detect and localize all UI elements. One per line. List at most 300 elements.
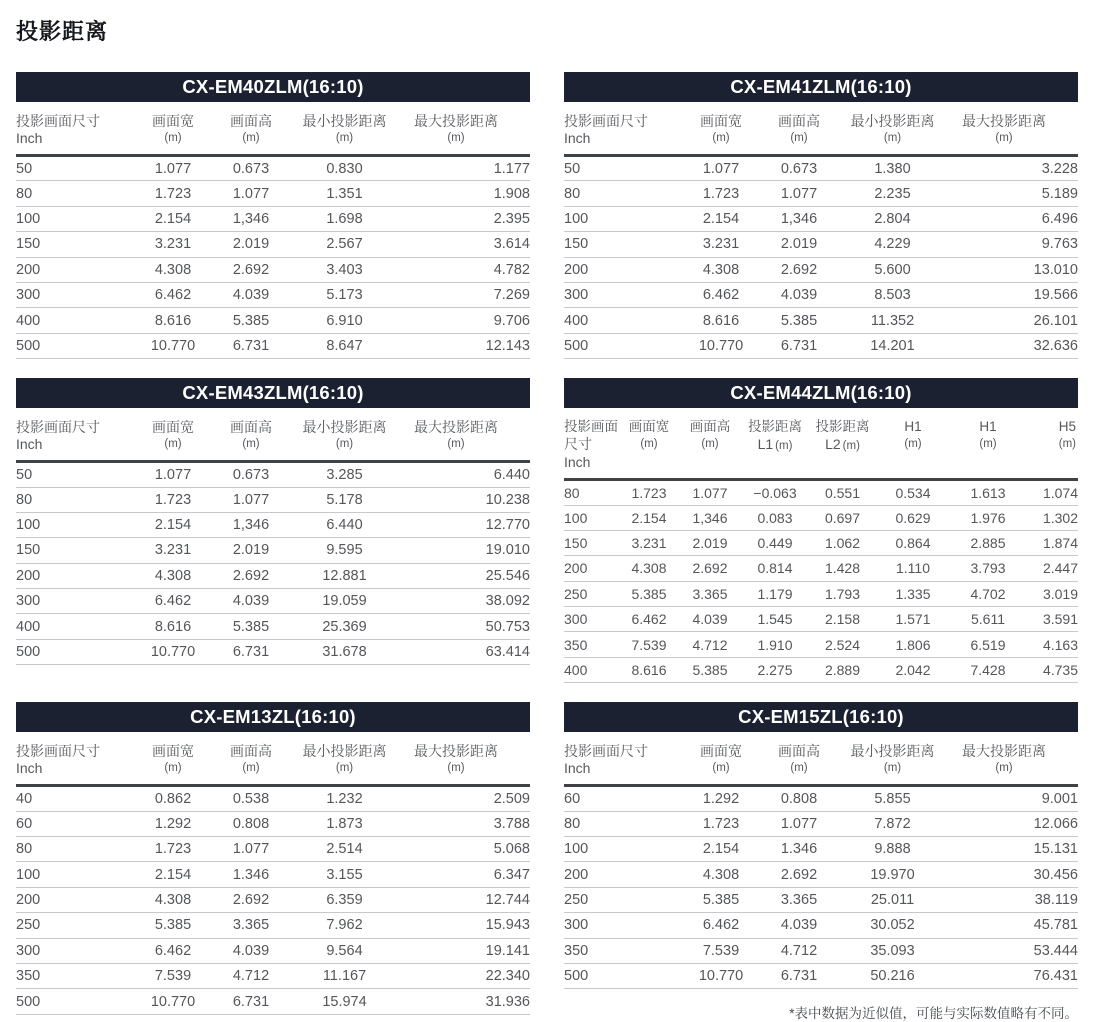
column-header: 投影画面尺寸 Inch (16, 113, 100, 146)
table-cell: 1,346 (210, 512, 292, 537)
table-cell: 12.770 (397, 512, 530, 537)
table-cell: 13.010 (945, 257, 1078, 282)
table-row (16, 181, 530, 206)
table-body (564, 786, 1078, 989)
table-cell: 31.678 (292, 639, 397, 664)
table-cell: 4.782 (397, 257, 530, 282)
header-row (564, 102, 1078, 156)
table-cell: 6.462 (620, 607, 678, 632)
table-cell: 1,346 (210, 206, 292, 231)
table-cell: 1.723 (684, 181, 758, 206)
table-cell: 100 (564, 206, 684, 231)
table-cell: 1.723 (684, 811, 758, 836)
table-cell: 2.889 (808, 657, 877, 682)
column-header: H1 (m) (979, 419, 997, 451)
table-cell: 4.735 (1027, 657, 1078, 682)
table-cell: 2.154 (620, 505, 678, 530)
table-cell: 1.302 (1027, 505, 1078, 530)
table-row (16, 811, 530, 836)
table-section-cx-em44zlm (564, 378, 1078, 683)
table-title-bar (16, 72, 530, 102)
table-cell: 1.077 (210, 181, 292, 206)
table-row (564, 480, 1078, 505)
table-cell: 31.936 (397, 989, 530, 1014)
table-row (16, 589, 530, 614)
table-cell: 80 (564, 480, 620, 505)
table-section-cx-em43zlm (16, 378, 530, 665)
table-cell: 0.629 (877, 505, 949, 530)
column-header: 画面宽 (m) (152, 419, 194, 451)
table-cell: 15.943 (397, 913, 530, 938)
table-cell: 1.723 (136, 837, 210, 862)
table-cell: 50 (16, 156, 136, 181)
table-cell: 0.814 (742, 556, 808, 581)
column-header: 画面宽 (m) (628, 419, 670, 451)
table-cell: 19.566 (945, 282, 1078, 307)
table-cell: 1.571 (877, 607, 949, 632)
table-cell: 2.509 (397, 786, 530, 811)
column-header: 最小投影距离 (m) (850, 113, 935, 144)
table-cell: 400 (564, 308, 684, 333)
column-header: 最小投影距离 (m) (302, 113, 387, 144)
table-cell: 1.077 (136, 462, 210, 487)
table-cell: 32.636 (945, 333, 1078, 358)
table-cell: 350 (16, 963, 136, 988)
tables-grid (16, 72, 1078, 1022)
projection-distance-table (564, 408, 1078, 683)
approximation-footnote: *表中数据为近似值，可能与实际数值略有不同。 (789, 1006, 1078, 1022)
header-row (16, 732, 530, 786)
table-cell: 5.385 (684, 887, 758, 912)
table-cell: 6.462 (684, 282, 758, 307)
table-cell: 4.308 (136, 887, 210, 912)
table-cell: 1.077 (758, 811, 840, 836)
table-cell: 5.385 (758, 308, 840, 333)
table-cell: 1.074 (1027, 480, 1078, 505)
table-cell: 1.292 (684, 786, 758, 811)
table-cell: 53.444 (945, 938, 1078, 963)
table-cell: 80 (16, 837, 136, 862)
table-cell: 6.731 (210, 989, 292, 1014)
table-cell: 1.793 (808, 581, 877, 606)
table-title-bar (16, 378, 530, 408)
table-cell: 10.770 (136, 333, 210, 358)
table-cell: 200 (16, 887, 136, 912)
table-cell: 0.673 (758, 156, 840, 181)
table-title-bar (16, 702, 530, 732)
table-cell: 2.019 (210, 232, 292, 257)
table-cell: 19.059 (292, 589, 397, 614)
table-cell: 0.551 (808, 480, 877, 505)
table-row (564, 862, 1078, 887)
table-cell: 3.285 (292, 462, 397, 487)
table-row (16, 538, 530, 563)
table-cell: 9.595 (292, 538, 397, 563)
table-cell: 8.647 (292, 333, 397, 358)
column-header: 画面高 (m) (778, 743, 820, 775)
column-header: 投影距离 L1 (m) (748, 419, 802, 453)
table-cell: 22.340 (397, 963, 530, 988)
page-title: 投影距离 (16, 19, 109, 44)
column-header: 画面高 (m) (689, 419, 731, 451)
table-title-bar (564, 72, 1078, 102)
table-row (564, 232, 1078, 257)
table-cell: 1.062 (808, 530, 877, 555)
table-row (16, 333, 530, 358)
table-cell: 80 (16, 181, 136, 206)
table-cell: 4.039 (210, 938, 292, 963)
table-cell: 1.077 (758, 181, 840, 206)
table-title: CX-EM44ZLM(16:10) (730, 382, 912, 404)
table-cell: 1.077 (678, 480, 742, 505)
table-cell: 3.231 (620, 530, 678, 555)
column-header: H1 (m) (904, 419, 922, 451)
table-cell: 6.462 (684, 913, 758, 938)
table-cell: 50 (564, 156, 684, 181)
table-cell: 2.019 (210, 538, 292, 563)
table-cell: 300 (564, 607, 620, 632)
table-cell: 1.873 (292, 811, 397, 836)
header-row (564, 732, 1078, 786)
table-cell: 60 (16, 811, 136, 836)
table-cell: 5.385 (620, 581, 678, 606)
table-row (564, 963, 1078, 988)
table-cell: 25.011 (840, 887, 945, 912)
column-header: 画面高 (m) (230, 113, 272, 144)
table-row (16, 938, 530, 963)
table-cell: 0.449 (742, 530, 808, 555)
table-cell: 4.039 (210, 589, 292, 614)
table-cell: 6.440 (292, 512, 397, 537)
table-header (16, 732, 530, 786)
table-cell: 0.862 (136, 786, 210, 811)
table-cell: 2.019 (678, 530, 742, 555)
table-row (564, 333, 1078, 358)
table-cell: 50.753 (397, 614, 530, 639)
column-header: 投影画面尺寸 Inch (564, 743, 648, 777)
table-section-cx-em40zlm (16, 72, 530, 359)
table-row (564, 308, 1078, 333)
table-cell: 200 (564, 257, 684, 282)
table-cell: 10.238 (397, 487, 530, 512)
table-cell: 5.385 (678, 657, 742, 682)
table-row (16, 862, 530, 887)
table-cell: 250 (564, 581, 620, 606)
table-title-bar (564, 378, 1078, 408)
table-cell: 6.347 (397, 862, 530, 887)
table-cell: 500 (564, 963, 684, 988)
table-cell: 11.167 (292, 963, 397, 988)
table-cell: 4.229 (840, 232, 945, 257)
table-row (564, 257, 1078, 282)
table-row (16, 639, 530, 664)
table-cell: 0.697 (808, 505, 877, 530)
table-cell: 150 (564, 530, 620, 555)
table-cell: 6.731 (210, 639, 292, 664)
table-cell: 1.077 (210, 837, 292, 862)
table-cell: 7.962 (292, 913, 397, 938)
column-header: 投影画面尺寸 Inch (16, 743, 100, 777)
table-cell: 6.462 (136, 589, 210, 614)
table-row (16, 308, 530, 333)
table-cell: 1.179 (742, 581, 808, 606)
column-header: 最大投影距离 (m) (414, 743, 498, 775)
table-cell: 38.092 (397, 589, 530, 614)
table-cell: 250 (16, 913, 136, 938)
table-row (564, 811, 1078, 836)
table-cell: 200 (564, 862, 684, 887)
table-cell: 2.524 (808, 632, 877, 657)
table-cell: 4.702 (949, 581, 1027, 606)
table-cell: 2.395 (397, 206, 530, 231)
table-cell: 19.141 (397, 938, 530, 963)
table-cell: 1.232 (292, 786, 397, 811)
projection-distance-table (16, 102, 530, 359)
table-cell: 80 (564, 811, 684, 836)
column-header: 画面宽 (m) (700, 113, 742, 144)
column-header: 最小投影距离 (m) (302, 743, 387, 775)
table-cell: 12.143 (397, 333, 530, 358)
column-header: 画面宽 (m) (152, 743, 194, 775)
table-cell: 2.042 (877, 657, 949, 682)
table-cell: 12.881 (292, 563, 397, 588)
column-header: 画面高 (m) (778, 113, 820, 144)
table-cell: 7.269 (397, 282, 530, 307)
table-body (16, 156, 530, 359)
column-header: 最大投影距离 (m) (962, 743, 1046, 775)
table-title: CX-EM15ZL(16:10) (738, 706, 904, 728)
table-cell: 19.970 (840, 862, 945, 887)
table-cell: 3.591 (1027, 607, 1078, 632)
table-cell: 1.346 (210, 862, 292, 887)
table-row (564, 282, 1078, 307)
table-cell: 2.692 (210, 887, 292, 912)
table-cell: 0.808 (210, 811, 292, 836)
table-cell: 38.119 (945, 887, 1078, 912)
table-row (16, 614, 530, 639)
table-cell: 2.692 (210, 563, 292, 588)
table-row (564, 505, 1078, 530)
table-cell: 3.155 (292, 862, 397, 887)
table-header (564, 408, 1078, 480)
table-row (16, 887, 530, 912)
table-cell: 4.039 (758, 913, 840, 938)
table-cell: 1.077 (210, 487, 292, 512)
table-cell: 60 (564, 786, 684, 811)
table-row (16, 156, 530, 181)
table-cell: 1.698 (292, 206, 397, 231)
table-cell: 76.431 (945, 963, 1078, 988)
table-cell: 3.365 (758, 887, 840, 912)
column-header: 最小投影距离 (m) (302, 419, 387, 451)
table-cell: 2.692 (758, 257, 840, 282)
table-cell: 100 (16, 512, 136, 537)
table-cell: 5.189 (945, 181, 1078, 206)
table-cell: 3.365 (210, 913, 292, 938)
table-cell: 4.308 (684, 862, 758, 887)
table-row (16, 963, 530, 988)
table-row (564, 938, 1078, 963)
projection-distance-table (564, 732, 1078, 989)
table-cell: 5.855 (840, 786, 945, 811)
table-cell: 7.539 (620, 632, 678, 657)
table-cell: 12.744 (397, 887, 530, 912)
table-cell: 0.673 (210, 156, 292, 181)
table-cell: 7.428 (949, 657, 1027, 682)
table-cell: 2.158 (808, 607, 877, 632)
table-cell: 2.514 (292, 837, 397, 862)
table-cell: 6.359 (292, 887, 397, 912)
table-cell: 4.308 (136, 257, 210, 282)
table-cell: 10.770 (136, 639, 210, 664)
table-cell: 500 (16, 989, 136, 1014)
table-row (16, 989, 530, 1014)
table-cell: 3.231 (136, 538, 210, 563)
table-cell: 400 (16, 614, 136, 639)
table-cell: 1.613 (949, 480, 1027, 505)
table-cell: 10.770 (684, 963, 758, 988)
table-row (564, 581, 1078, 606)
table-cell: 0.083 (742, 505, 808, 530)
table-cell: 2.692 (210, 257, 292, 282)
table-cell: 3.228 (945, 156, 1078, 181)
table-cell: 5.173 (292, 282, 397, 307)
table-cell: 7.539 (136, 963, 210, 988)
table-cell: 3.793 (949, 556, 1027, 581)
table-cell: 350 (564, 632, 620, 657)
table-cell: 25.369 (292, 614, 397, 639)
table-title-bar (564, 702, 1078, 732)
table-cell: 150 (564, 232, 684, 257)
table-header (564, 102, 1078, 156)
column-header: 最大投影距离 (m) (414, 419, 498, 451)
projection-distance-table (16, 732, 530, 1015)
table-cell: 1.351 (292, 181, 397, 206)
column-header: 最大投影距离 (m) (414, 113, 498, 144)
table-cell: 1.077 (684, 156, 758, 181)
table-cell: 1.428 (808, 556, 877, 581)
table-cell: 63.414 (397, 639, 530, 664)
table-row (564, 657, 1078, 682)
column-header: 最小投影距离 (m) (850, 743, 935, 775)
table-cell: 3.403 (292, 257, 397, 282)
table-cell: 2.154 (684, 837, 758, 862)
table-cell: 1.910 (742, 632, 808, 657)
table-cell: 80 (16, 487, 136, 512)
table-cell: 50.216 (840, 963, 945, 988)
table-cell: 19.010 (397, 538, 530, 563)
header-row (16, 408, 530, 462)
table-cell: 350 (564, 938, 684, 963)
table-cell: 400 (16, 308, 136, 333)
table-cell: 15.974 (292, 989, 397, 1014)
table-title: CX-EM41ZLM(16:10) (730, 76, 912, 97)
table-cell: 2.885 (949, 530, 1027, 555)
table-cell: 2.154 (684, 206, 758, 231)
column-header: 画面高 (m) (230, 743, 272, 775)
table-header (16, 102, 530, 156)
table-cell: 200 (564, 556, 620, 581)
table-cell: 9.564 (292, 938, 397, 963)
table-cell: 8.616 (620, 657, 678, 682)
table-cell: 50 (16, 462, 136, 487)
column-header: 画面高 (m) (230, 419, 272, 451)
header-row (564, 408, 1078, 480)
table-cell: 100 (16, 206, 136, 231)
column-header: 投影距离 L2 (m) (815, 419, 870, 453)
table-cell: 4.712 (210, 963, 292, 988)
table-cell: 12.066 (945, 811, 1078, 836)
table-cell: 300 (564, 913, 684, 938)
table-cell: 4.039 (678, 607, 742, 632)
table-header (564, 732, 1078, 786)
table-cell: 5.600 (840, 257, 945, 282)
table-cell: 1.110 (877, 556, 949, 581)
table-cell: 5.385 (136, 913, 210, 938)
table-cell: 0.538 (210, 786, 292, 811)
table-cell: 3.788 (397, 811, 530, 836)
table-cell: 400 (564, 657, 620, 682)
table-cell: 9.001 (945, 786, 1078, 811)
table-row (16, 257, 530, 282)
column-header: 最大投影距离 (m) (962, 113, 1046, 144)
table-cell: 0.864 (877, 530, 949, 555)
table-title: CX-EM43ZLM(16:10) (182, 382, 364, 404)
column-header: 投影画面尺寸 Inch (16, 419, 100, 453)
table-cell: 500 (16, 639, 136, 664)
table-cell: 3.231 (684, 232, 758, 257)
table-cell: 3.614 (397, 232, 530, 257)
table-cell: 300 (16, 589, 136, 614)
table-cell: 2.154 (136, 206, 210, 231)
table-section-cx-em41zlm (564, 72, 1078, 359)
table-cell: 2.447 (1027, 556, 1078, 581)
table-cell: 5.611 (949, 607, 1027, 632)
table-cell: 30.052 (840, 913, 945, 938)
table-cell: 4.039 (758, 282, 840, 307)
table-cell: 1.874 (1027, 530, 1078, 555)
projection-distance-table (16, 408, 530, 665)
table-cell: 1.723 (136, 181, 210, 206)
table-row (16, 837, 530, 862)
table-cell: 10.770 (684, 333, 758, 358)
table-cell: 5.385 (210, 614, 292, 639)
column-header: H5 (m) (1058, 419, 1076, 451)
table-cell: 500 (564, 333, 684, 358)
table-row (564, 206, 1078, 231)
table-title: CX-EM40ZLM(16:10) (182, 76, 364, 97)
table-cell: 1.976 (949, 505, 1027, 530)
table-cell: 15.131 (945, 837, 1078, 862)
table-cell: 2.154 (136, 512, 210, 537)
table-cell: 30.456 (945, 862, 1078, 887)
table-row (564, 786, 1078, 811)
table-row (16, 913, 530, 938)
table-cell: 1,346 (678, 505, 742, 530)
table-row (564, 913, 1078, 938)
table-cell: 4.308 (684, 257, 758, 282)
table-row (564, 556, 1078, 581)
table-cell: 8.616 (136, 308, 210, 333)
table-cell: 6.910 (292, 308, 397, 333)
table-cell: 1.545 (742, 607, 808, 632)
table-cell: 6.462 (136, 938, 210, 963)
column-header: 投影画面尺寸 Inch (564, 113, 648, 146)
table-cell: 9.888 (840, 837, 945, 862)
table-section-cx-em15zl (564, 702, 1078, 1022)
table-cell: 100 (564, 505, 620, 530)
table-cell: 200 (16, 563, 136, 588)
